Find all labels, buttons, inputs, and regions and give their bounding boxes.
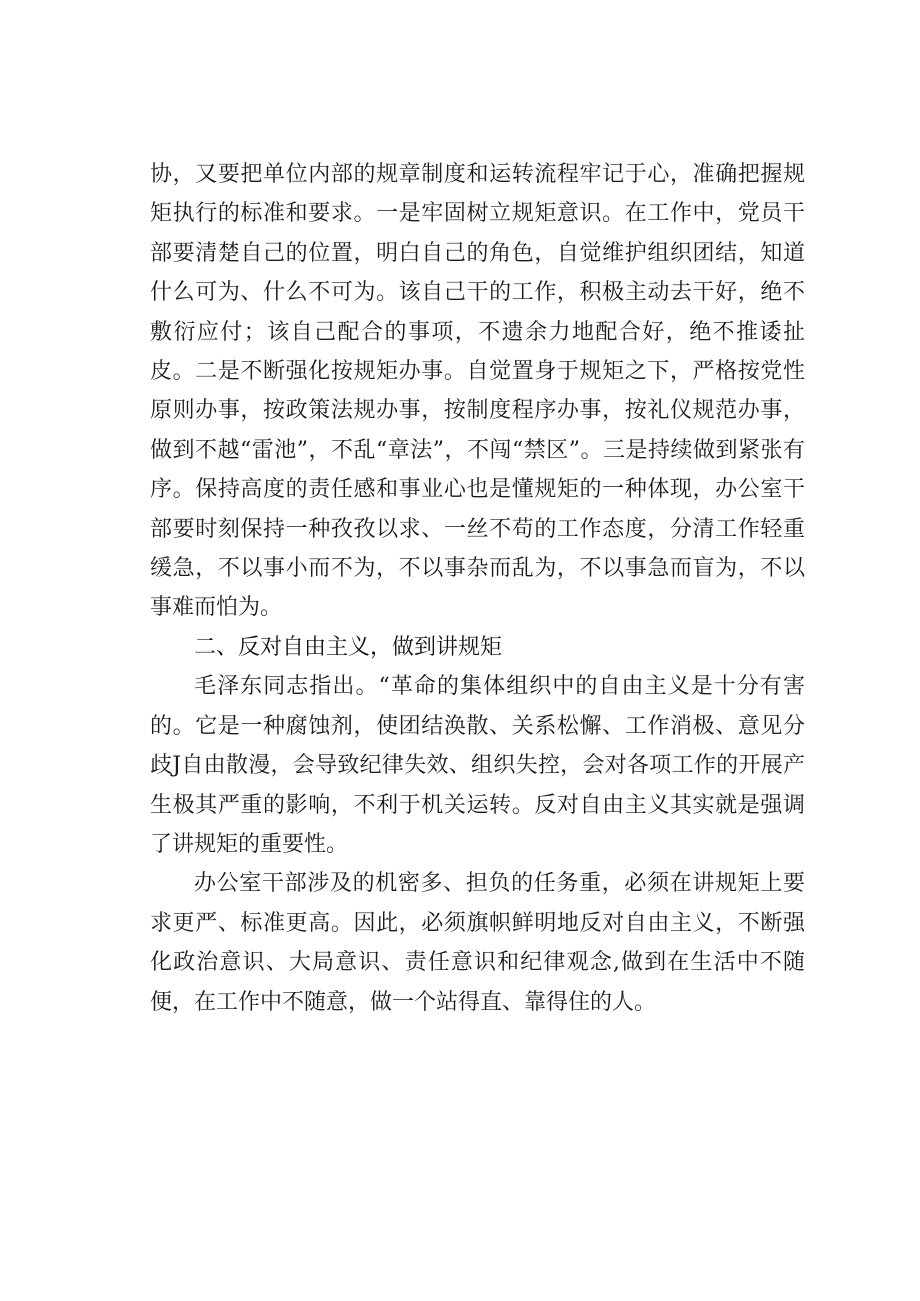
paragraph-quote: 毛泽东同志指出。“革命的集体组织中的自由主义是十分有害的。它是一种腐蚀剂，使团结涣散、关系松懈、工作消极、意见分歧J自由散漫，会导致纪律失效、组织失控，会对各项工作的开展产生极其严重的影响，不利于机关运转。反对自由主义其实就是强调了讲规矩的重要性。 — [150, 674, 805, 857]
document-body — [150, 155, 805, 1022]
paragraph-continuation: 协，又要把单位内部的规章制度和运转流程牢记于心，准确把握规矩执行的标准和要求。一是牢固树立规矩意识。在工作中，党员干部要清楚自己的位置，明白自己的角色，自觉维护组织团结，知道什么可为、什么不可为。该自己干的工作，积极主动去干好，绝不敷衍应付；该自己配合的事项，不遗余力地配合好，绝不推诿扯皮。二是不断强化按规矩办事。自觉置身于规矩之下，严格按党性原则办事，按政策法规办事，按制度程序办事，按礼仪规范办事，做到不越“雷池”，不乱“章法”，不闯“禁区”。三是持续做到紧张有序。保持高度的责任感和事业心也是懂规矩的一种体现，办公室干部要时刻保持一种孜孜以求、一丝不苟的工作态度，分清工作轻重缓急，不以事小而不为，不以事杂而乱为，不以事急而盲为，不以事难而怕为。 — [150, 162, 805, 621]
paragraph-conclusion: 办公室干部涉及的机密多、担负的任务重，必须在讲规矩上要求更严、标准更高。因此，必须旗帜鲜明地反对自由主义，不断强化政治意识、大局意识、责任意识和纪律观念,做到在生活中不随便，在工作中不随意，做一个站得直、靠得住的人。 — [150, 871, 805, 1015]
section-heading: 二、反对自由主义，做到讲规矩 — [194, 634, 503, 660]
